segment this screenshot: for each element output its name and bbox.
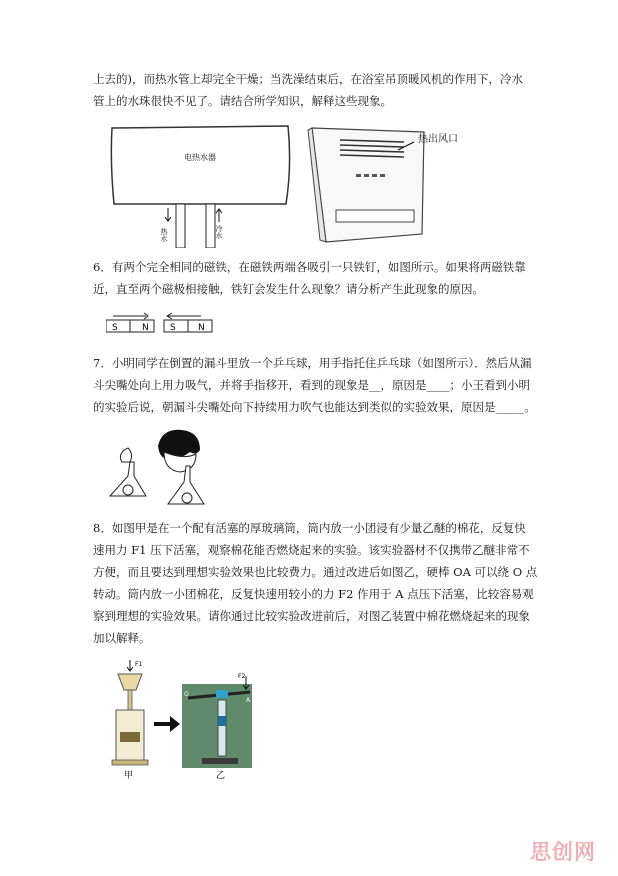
piston-head — [120, 732, 140, 742]
q6-line-1: 6．有两个完全相同的磁铁，在磁铁两端各吸引一只铁钉，如图所示。如果将两磁铁靠 — [93, 260, 526, 274]
heater-label: 电热水器 — [184, 153, 216, 162]
q8-line-1: 8．如图甲是在一个配有活塞的厚玻璃筒，筒内放一小团浸有少量乙醚的棉花，反复快 — [93, 521, 526, 535]
heater-tank — [111, 126, 289, 204]
boy-blowing — [158, 430, 204, 504]
lever-block — [216, 690, 228, 698]
syringe-tube — [218, 700, 226, 756]
piston-rod — [128, 690, 132, 710]
magnet-1 — [106, 313, 154, 333]
hot-label: 热水 — [160, 228, 168, 242]
q8-line-5: 察到理想的实验效果。请你通过比较实验改进前后，对图乙装置中棉花燃烧起来的现象 — [93, 609, 530, 623]
hand-icon — [120, 448, 131, 462]
f1-label: F1 — [135, 661, 143, 668]
ceiling-heater-figure — [306, 122, 492, 248]
q6-text — [93, 256, 533, 300]
ball-2 — [182, 493, 192, 503]
ball-1 — [123, 485, 133, 495]
f2-label: F2 — [238, 673, 246, 680]
figure-jia — [112, 660, 148, 781]
vent-label: 热出风口 — [418, 134, 458, 145]
q7-text — [93, 352, 536, 418]
cylinder-base — [112, 760, 148, 765]
cold-arrow — [216, 209, 222, 222]
nail-2 — [167, 313, 201, 319]
figure-yi — [182, 673, 252, 781]
magnet-1-n: N — [142, 323, 149, 333]
transition-arrow — [154, 716, 180, 732]
piston-handle — [118, 674, 142, 690]
syringe-plunger — [218, 716, 226, 726]
hot-pipe — [176, 204, 185, 248]
piston-figure — [106, 656, 256, 782]
funnel-figure — [104, 426, 224, 510]
q7-line-2: 斗尖嘴处向上用力吸气，并将手指移开，看到的现象是__，原因是____；小王看到小明 — [93, 378, 530, 392]
magnet-2-s: S — [170, 323, 176, 333]
hot-arrow — [165, 208, 171, 221]
q5-line-1: 上去的)，而热水管上却完全干燥；当洗澡结束后，在浴室吊顶暖风机的作用下，冷水 — [93, 72, 523, 86]
q8-line-6: 加以解释。 — [93, 631, 151, 645]
q8-line-3: 方便，而且要达到理想实验效果也比较费力。通过改进后如图乙，硬棒 OA 可以绕 O 点 — [93, 565, 538, 579]
jia-label: 甲 — [124, 771, 134, 781]
f1-arrow — [127, 660, 133, 671]
q8-line-2: 速用力 F1 压下活塞，观察棉花能否燃烧起来的实验。该实验器材不仅携带乙醚非常不 — [93, 543, 530, 557]
q7-line-1: 7．小明同学在倒置的漏斗里放一个乒乓球，用手指托住乒乓球（如图所示）．然后从漏 — [93, 356, 532, 370]
magnets-figure — [106, 310, 226, 334]
q7-line-3: 的实验后说，朝漏斗尖嘴处向下持续用力吹气也能达到类似的实验效果，原因是_____。 — [93, 400, 536, 414]
bottom-vent — [336, 210, 414, 222]
q8-line-4: 转动。筒内放一小团棉花，反复快速用较小的力 F2 作用于 A 点压下活塞，比较容易观 — [93, 587, 534, 601]
magnet-2-n: N — [198, 323, 205, 333]
stand-base — [202, 758, 238, 764]
hand-funnel — [110, 448, 146, 496]
a-label: A — [246, 697, 251, 704]
water-heater-figure — [108, 122, 293, 248]
q6-line-2: 近，直至两个磁极相接触，铁钉会发生什么现象？请分析产生此现象的原因。 — [93, 282, 484, 296]
magnet-2 — [164, 313, 212, 333]
cold-pipe — [206, 204, 215, 248]
o-label: O — [184, 691, 189, 698]
q5-line-2: 管上的水珠很快不见了。请结合所学知识，解释这些现象。 — [93, 94, 392, 108]
nail-1 — [113, 313, 148, 319]
q8-text — [93, 517, 538, 649]
site-watermark: 思创网 — [530, 840, 596, 864]
yi-label: 乙 — [216, 771, 226, 781]
magnet-1-s: S — [112, 323, 118, 333]
q5-text — [93, 68, 533, 112]
cold-label: 冷水 — [215, 225, 223, 239]
